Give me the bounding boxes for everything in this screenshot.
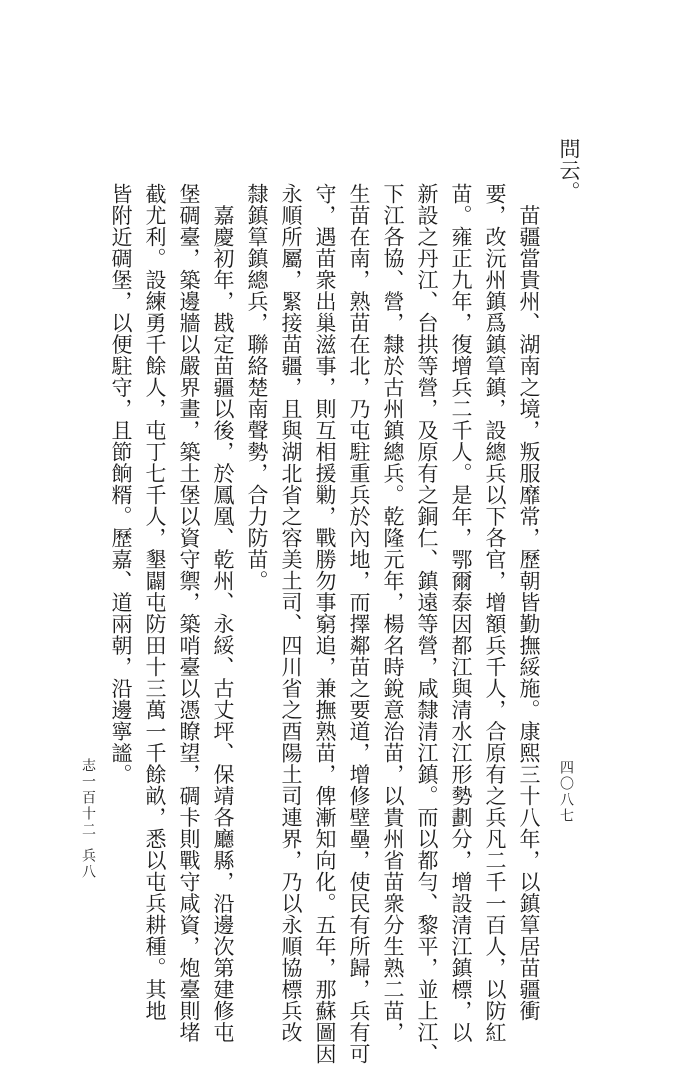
text-column-4: 苗。雍正九年，復增兵二千人。是年，鄂爾泰因都江與清水江形勢劃分，增設清江鎮標，以 — [449, 183, 473, 1043]
text-column-2: 苗疆當貴州、湖南之境，叛服靡常，歷朝皆勤撫綏施。康熙三十八年，以鎮筸居苗疆衝 — [517, 183, 541, 1022]
text-column-14: 皆附近碉堡，以便駐守，且節餉糈。歷嘉、道兩朝，沿邊寧謐。 — [109, 183, 133, 785]
text-column-13: 截尤利。設練勇千餘人，屯丁七千人，墾闢屯防田十三萬一千餘畝，悉以屯兵耕種。其地 — [143, 183, 167, 1022]
footer-section: 兵八 — [80, 848, 96, 880]
text-column-1: 問云。 — [557, 138, 581, 203]
text-column-3: 要，改沅州鎮爲鎮筸鎮，設總兵以下各官，增額兵千人，合原有之兵凡二千一百人，以防紅 — [483, 183, 507, 1043]
page-number: 四〇八七 — [558, 760, 574, 824]
text-column-9: 永順所屬，緊接苗疆，且與湖北省之容美土司、四川省之酉陽土司連界，乃以永順協標兵改 — [279, 183, 303, 1043]
text-column-12: 堡碉臺，築邊牆以嚴界畫，築土堡以資守禦，築哨臺以憑瞭望，碉卡則戰守咸資，炮臺則堵 — [177, 183, 201, 1043]
text-column-8: 守，遇苗衆出巢滋事，則互相援勦，戰勝勿事窮追，兼撫熟苗，俾漸知向化。五年，那蘇圖因 — [313, 183, 337, 1065]
text-column-10: 隸鎮筸鎮總兵，聯絡楚南聲勢，合力防苗。 — [245, 183, 269, 592]
text-column-6: 下江各協、營，隸於古州鎮總兵。乾隆元年，楊名時銳意治苗，以貴州省苗衆分生熟二苗， — [381, 183, 405, 1043]
text-column-7: 生苗在南，熟苗在北，乃屯駐重兵於內地，而擇鄰苗之要道，增修壁壘，使民有所歸，兵有可 — [347, 183, 371, 1065]
text-column-5: 新設之丹江、台拱等營，及原有之銅仁、鎮遠等營，咸隸清江鎮。而以都勻、黎平，並上江、 — [415, 183, 439, 1065]
text-column-11: 嘉慶初年，戡定苗疆以後，於鳳凰、乾州、永綏、古丈坪、保靖各廳縣，沿邊次第建修屯 — [211, 183, 235, 1043]
footer-volume: 志一百十二 — [80, 758, 96, 838]
